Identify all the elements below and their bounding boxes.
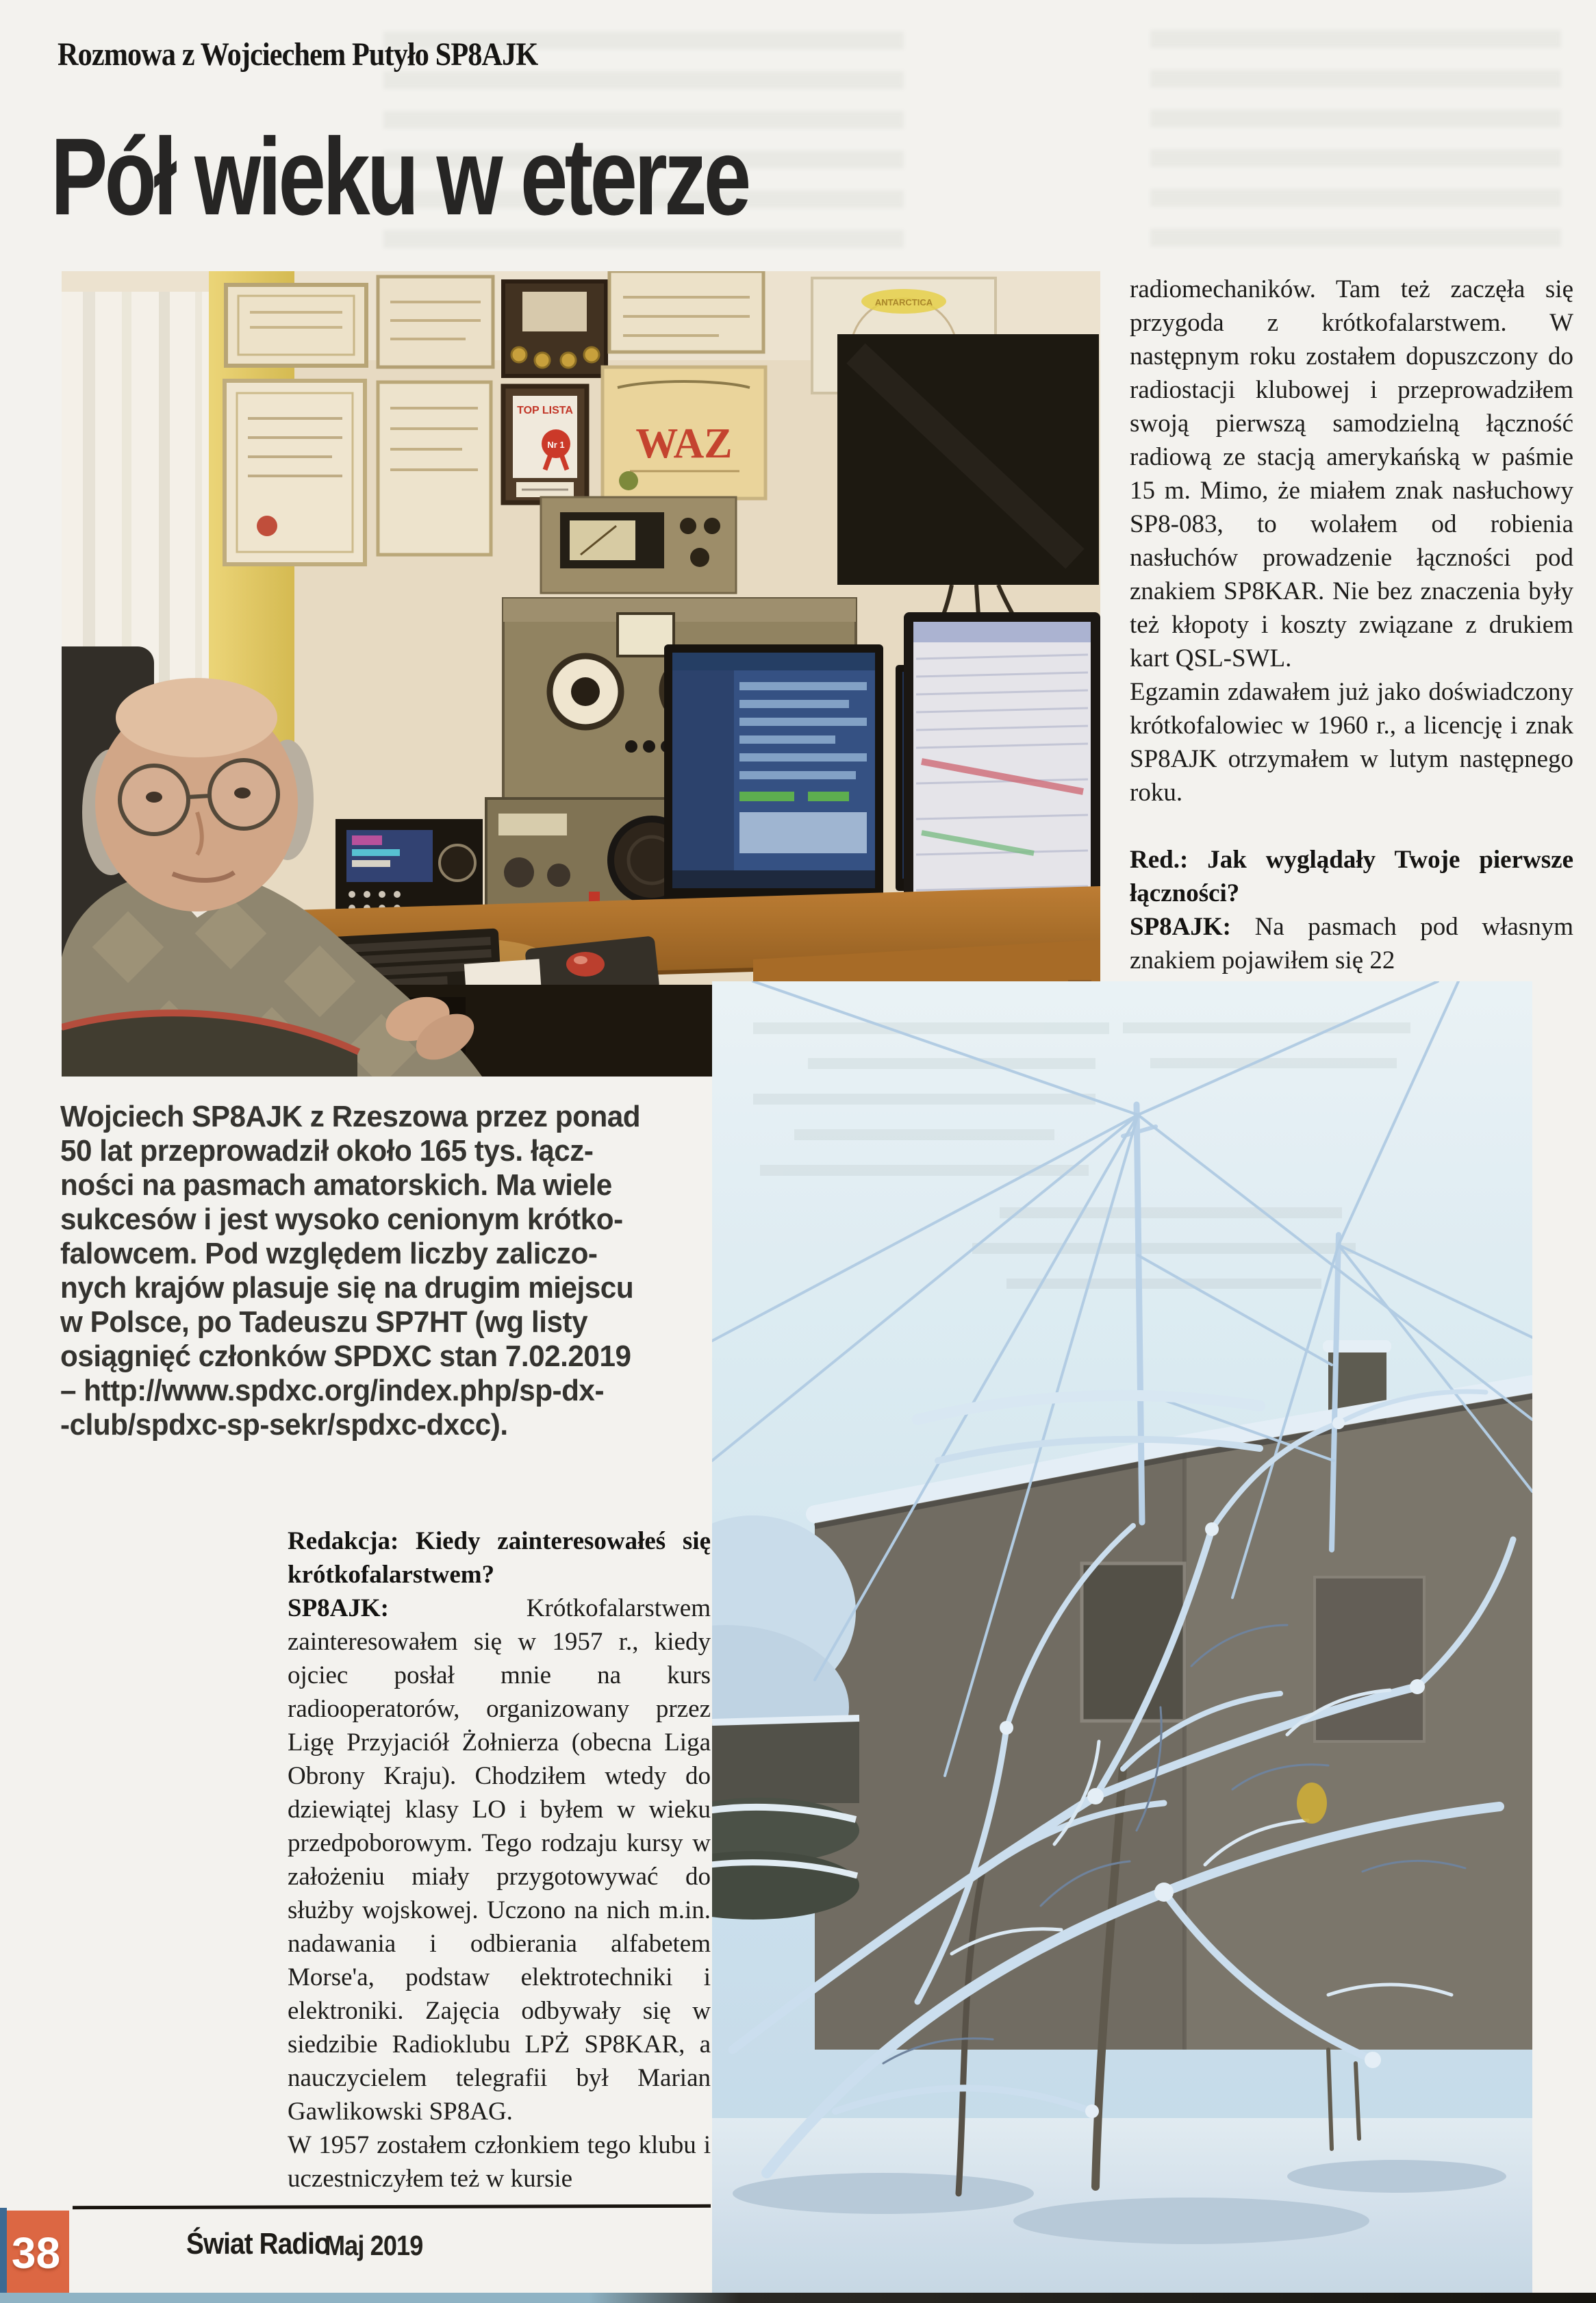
page-number-box <box>3 2211 69 2295</box>
article-column-middle <box>288 1524 711 2195</box>
answer-body: Krótkofalarstwem zainteresowałem się w 1957 r., kiedy ojciec posłał mnie na kurs radiooperatorów, organizowany przez Ligę Przyjaciół Żołnierza (obecna Liga Obrony Kraju). Chodziłem wtedy do dziewiątej klasy LO i byłem w wieku przedpoborowym. Tego rodzaju kursy w założeniu miały przygotowywać do służby wojskowej. Uczono na nich m.in. nadawania i odbierania alfabetem Morse'a, podstaw elektrotechniki i elektroniki. Zajęcia odbywały się w siedzibie Radioklubu LPŻ SP8KAR, a nauczycielem telegrafii był Marian Gawlikowski SP8AG. <box>288 1594 711 2126</box>
photo-caption: Wojciech SP8AJK z Rzeszowa przez ponad 50 lat przeprowadził około 165 tys. łącz- ności na pasmach amatorskich. Ma wiele sukcesów i jest wysoko cenionym krótko- falowcem. Pod względem liczby zaliczo- nych krajów plasuje się na drugim miejscu w Polsce, po Tadeuszu SP7HT (wg listy osiągnięć członków SPDXC stan 7.02.2019 – http://www.spdxc.org/index.php/sp-dx- -club/spdxc-sp-sekr/spdxc-dxcc). <box>60 1100 641 1442</box>
winter-antenna-photo <box>712 981 1532 2294</box>
magazine-name: Świat Radio <box>186 2227 330 2261</box>
interview-question: Redakcja: Kiedy zainteresowałeś się krótkofalarstwem? <box>288 1527 711 1589</box>
body-paragraph: Egzamin zdawałem już jako doświadczony krótkofalowiec w 1960 r., a licencję i znak SP8AJK otrzymałem w lutym następnego roku. <box>1130 678 1573 807</box>
interview-question: Red.: Jak wyglądały Twoje pierwsze łączności? <box>1130 846 1573 907</box>
interview-answer <box>1130 910 1573 977</box>
kicker: Rozmowa z Wojciechem Putyło SP8AJK <box>58 36 538 73</box>
ghost-text-bleed-top-right <box>1150 19 1561 259</box>
antarctica-text: ANTARCTICA <box>874 297 933 307</box>
page-title: Pół wieku w eterze <box>51 115 748 238</box>
top-lista-text: TOP LISTA <box>517 405 573 416</box>
scan-bottom-edge <box>0 2293 1596 2303</box>
page-edge-blue-sliver <box>0 2208 7 2295</box>
issue-date: Maj 2019 <box>325 2230 423 2261</box>
answer-body: Na pasmach pod własnym znakiem pojawiłem się 22 <box>1130 913 1573 974</box>
shack-photo <box>62 271 1100 1077</box>
nr1-text: Nr 1 <box>547 440 565 450</box>
photo-cold-tint <box>712 981 1532 2294</box>
interview-answer <box>288 1591 711 2128</box>
page-number: 38 <box>11 2228 61 2278</box>
interview-answer-continued: W 1957 zostałem członkiem tego klubu i uczestniczyłem też w kursie <box>288 2131 711 2193</box>
waz-text: WAZ <box>635 420 733 467</box>
photo-warm-tint <box>62 271 1100 1077</box>
body-paragraph: radiomechaników. Tam też zaczęła się przygoda z krótkofalarstwem. W następnym roku zostałem dopuszczony do radiostacji klubowej i przeprowadziłem swoją pierwszą samodzielną łączność radiową ze stacją amerykańską w paśmie 15 m. Mimo, że miałem znak nasłuchowy SP8-083, to wolałem od robienia nasłuchów prowadzenie łączności pod znakiem SP8KAR. Nie bez znaczenia były też kłopoty i koszty związane z drukiem kart QSL-SWL. <box>1130 275 1573 672</box>
answer-lead: SP8AJK: <box>1130 913 1231 941</box>
answer-lead: SP8AJK: <box>288 1594 389 1622</box>
footer-rule <box>73 2204 711 2209</box>
article-column-right <box>1130 273 1573 978</box>
